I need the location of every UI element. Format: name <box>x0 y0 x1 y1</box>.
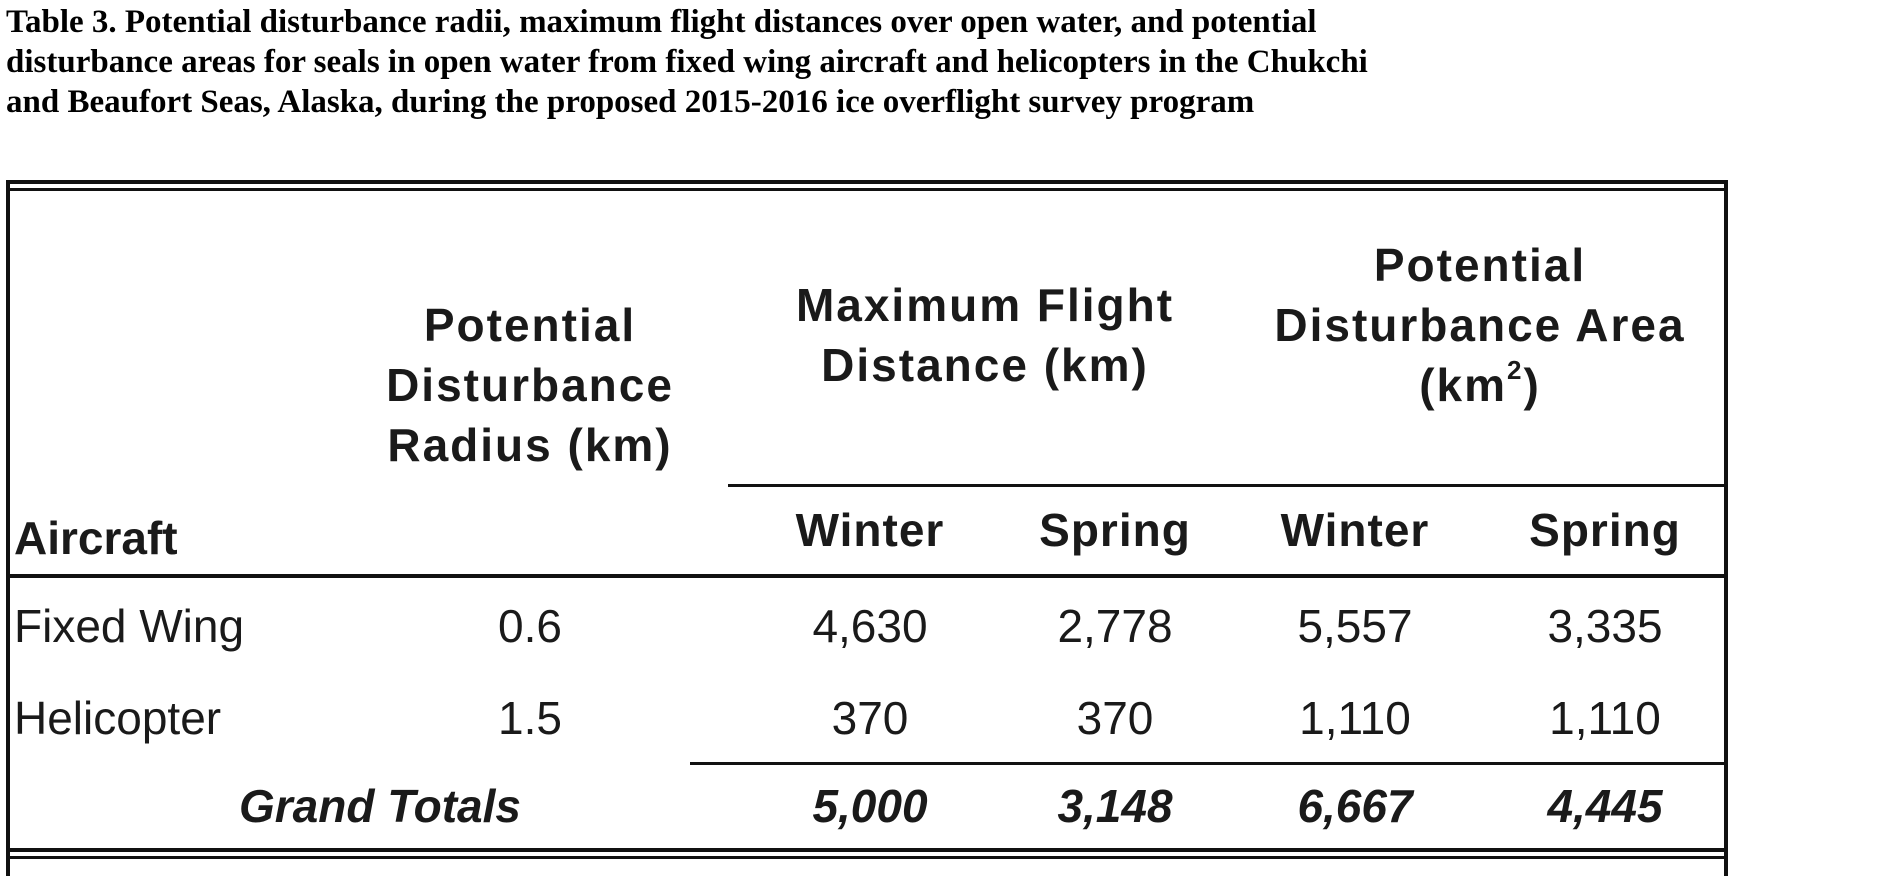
caption-line-2: disturbance areas for seals in open water from fixed wing aircraft and helicopters in the Chukchi <box>6 44 1368 80</box>
totals-area-spring: 4,445 <box>1547 780 1663 832</box>
bottom-rule-outer <box>6 848 1728 852</box>
header-bottom-rule <box>6 574 1728 578</box>
row-fixed-wing-flight-winter: 4,630 <box>812 600 928 652</box>
row-fixed-wing-radius: 0.6 <box>498 600 562 652</box>
area-unit: $(km^2)$ <box>1419 354 1541 411</box>
totals-flight-spring: 3,148 <box>1057 780 1173 832</box>
header-radius: Potential Disturbance Radius (km) <box>386 299 674 471</box>
row-fixed-wing-flight-spring: 2,778 <box>1057 600 1173 652</box>
row-helicopter-area-spring: 1,110 <box>1549 692 1661 744</box>
caption-line-3: and Beaufort Seas, Alaska, during the proposed 2015-2016 ice overflight survey program <box>6 84 1255 120</box>
row-helicopter-area-winter: 1,110 <box>1299 692 1411 744</box>
row-aircraft-fixed-wing: Fixed Wing <box>14 600 245 652</box>
subheader-rule <box>728 484 1726 487</box>
totals-label: Grand Totals <box>239 780 521 832</box>
row-helicopter-flight-spring: 370 <box>1076 692 1154 744</box>
bottom-rule-inner <box>6 856 1728 859</box>
table-caption <box>6 2 1901 122</box>
row-aircraft-helicopter: Helicopter <box>14 692 222 744</box>
header-max-flight: Maximum Flight Distance (km) <box>795 279 1175 391</box>
subheader-flight-winter: Winter <box>795 504 945 556</box>
top-rule-outer <box>6 180 1728 184</box>
row-fixed-wing-area-spring: 3,335 <box>1547 600 1663 652</box>
header-aircraft: Aircraft <box>14 512 178 564</box>
left-border <box>6 180 10 876</box>
totals-area-winter: 6,667 <box>1297 780 1413 832</box>
subheader-flight-spring: Spring <box>1039 504 1191 556</box>
data-table <box>0 180 1735 876</box>
right-border <box>1724 180 1728 876</box>
subheader-area-winter: Winter <box>1280 504 1430 556</box>
totals-flight-winter: 5,000 <box>812 780 928 832</box>
caption-line-1: Table 3. Potential disturbance radii, maximum flight distances over open water, and potential <box>6 4 1317 40</box>
row-helicopter-flight-winter: 370 <box>831 692 909 744</box>
totals-rule <box>690 762 1726 765</box>
row-helicopter-radius: 1.5 <box>498 692 562 744</box>
header-disturbance-area: Potential Disturbance Area $(km^2)$ <box>1240 235 1720 415</box>
subheader-area-spring: Spring <box>1529 504 1681 556</box>
top-rule-inner <box>6 188 1728 191</box>
row-fixed-wing-area-winter: 5,557 <box>1297 600 1413 652</box>
